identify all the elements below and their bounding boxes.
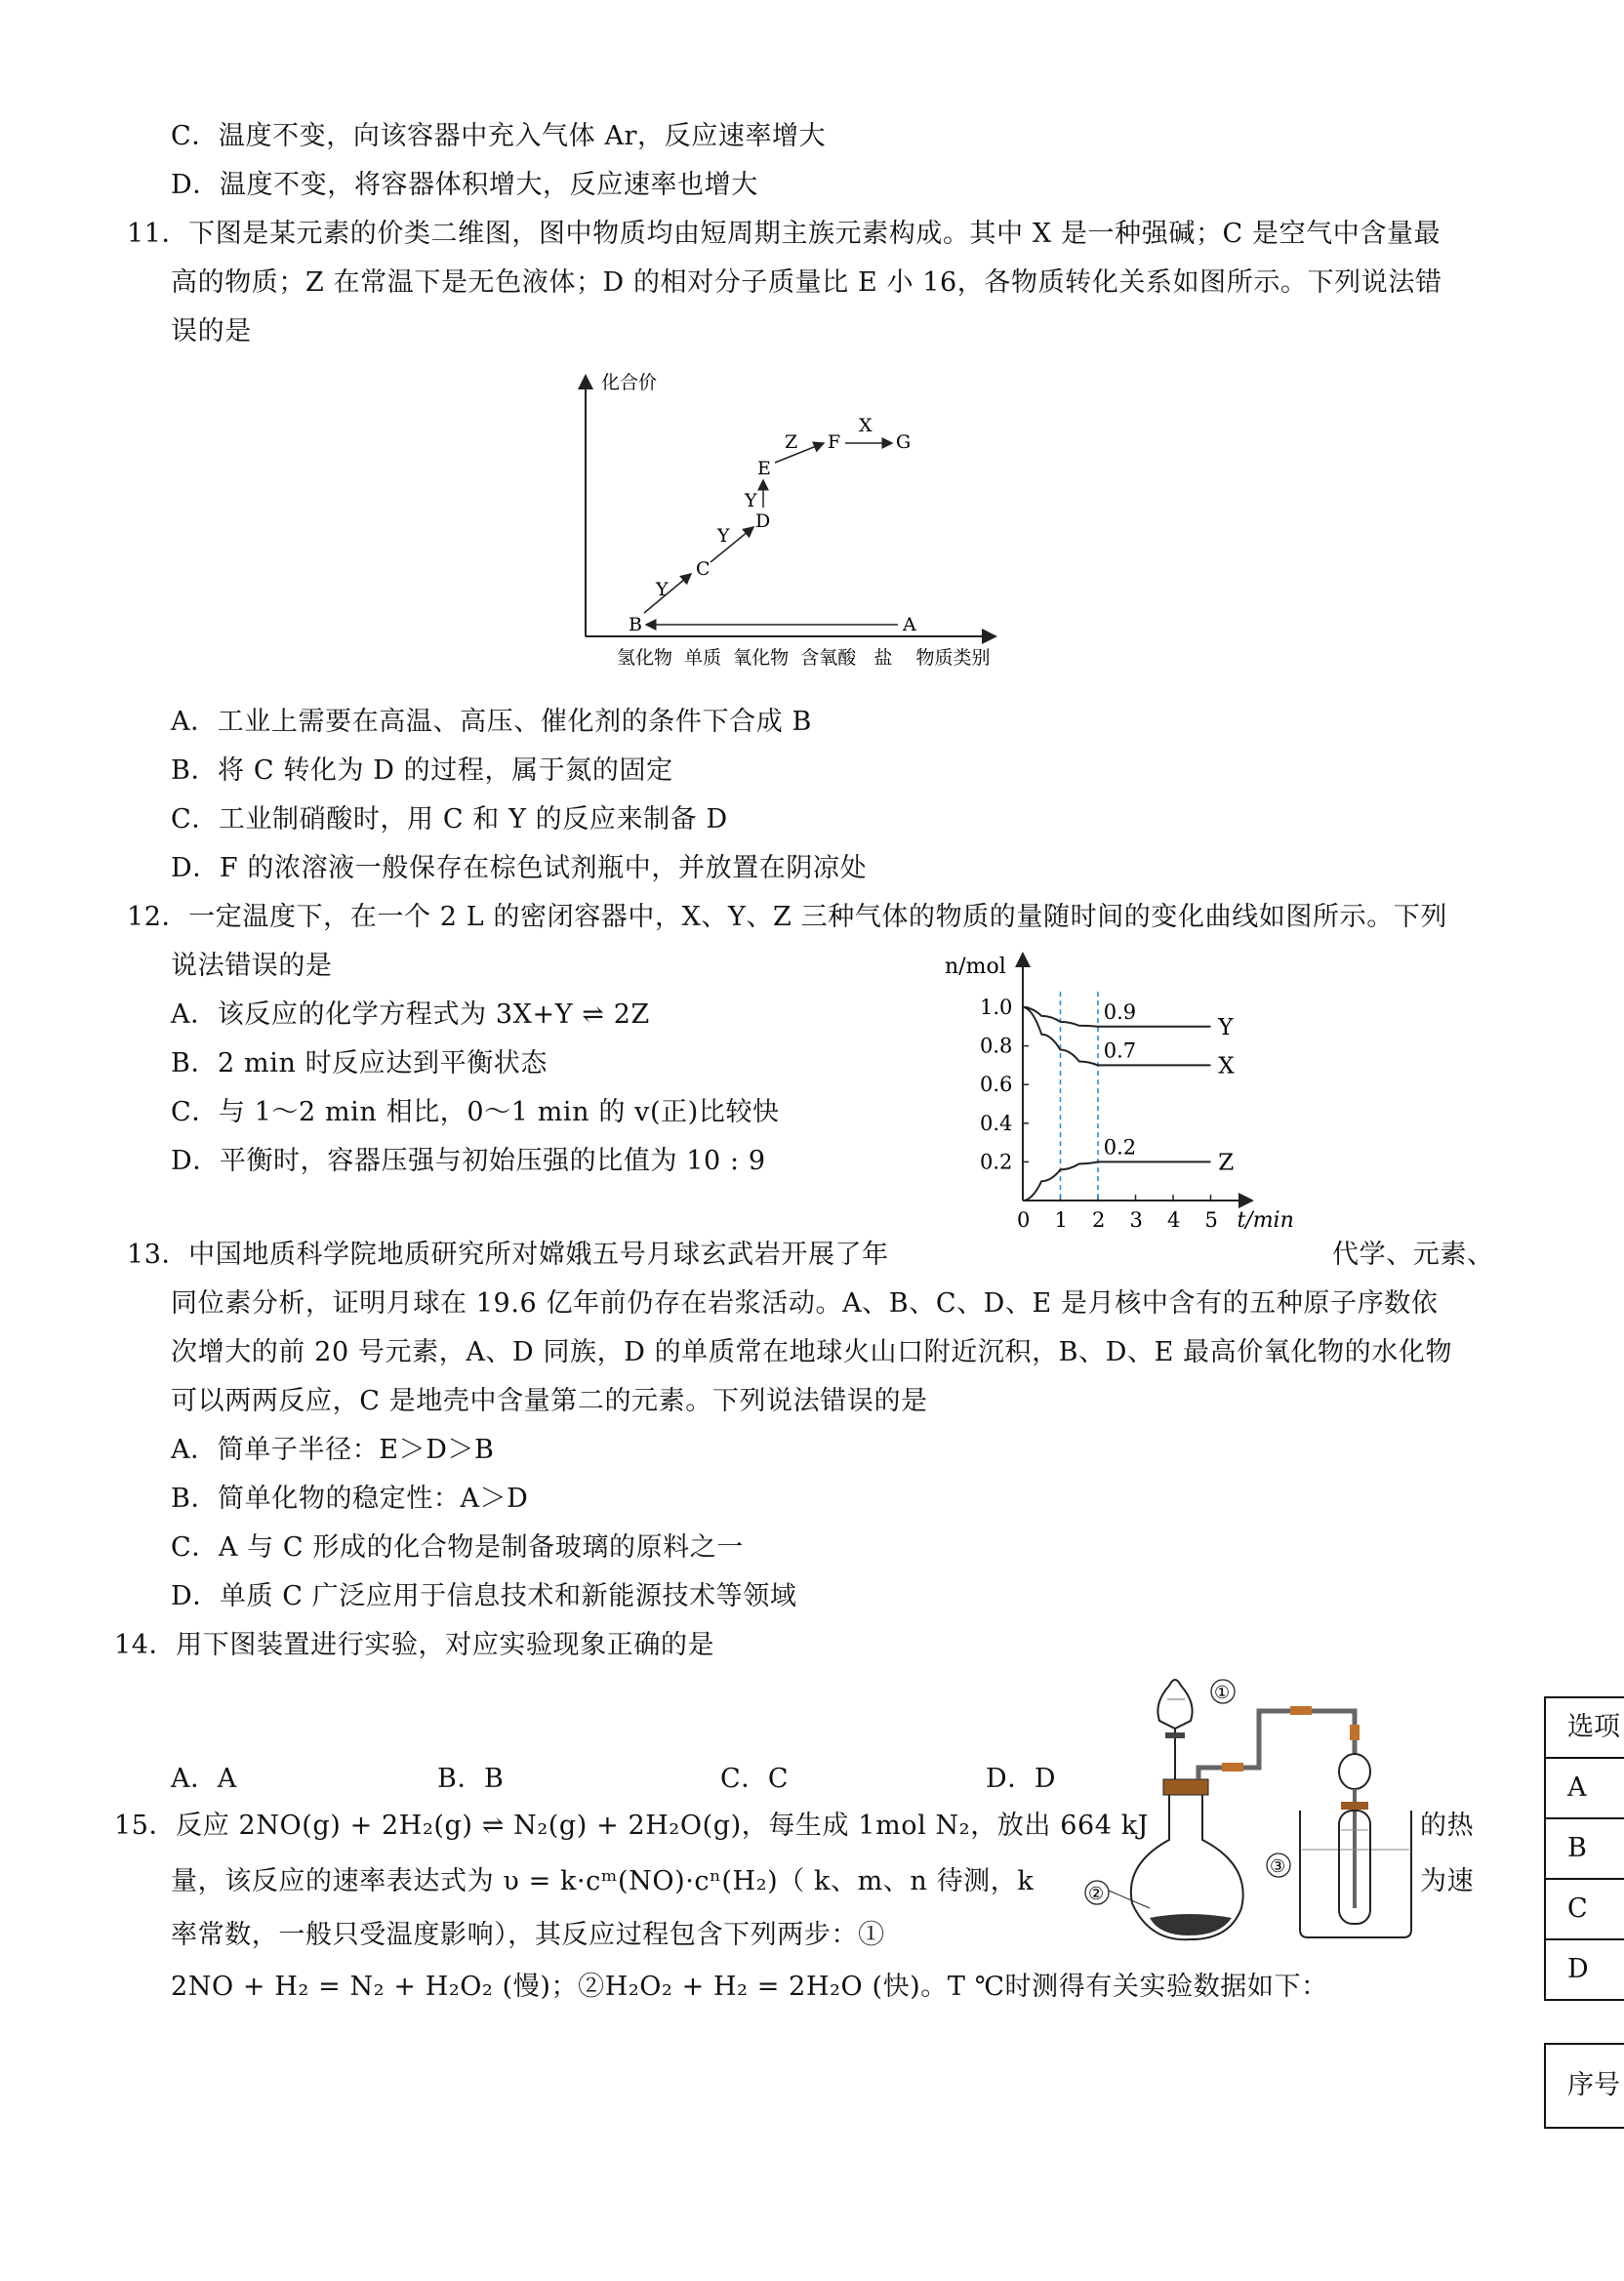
amount-time-chart: [937, 942, 1327, 1235]
flask-stopper: [1163, 1779, 1208, 1795]
node-a: A: [903, 614, 916, 635]
chart-x-tick-label: 3: [1129, 1208, 1143, 1232]
chart-y-tick-label: 0.6: [980, 1073, 1013, 1097]
experiment-apparatus: [1074, 1664, 1493, 1942]
label-y-1: Y: [656, 579, 669, 600]
chart-y-tick-label: 1.0: [980, 996, 1013, 1019]
valence-class-diagram: [566, 361, 1054, 673]
q11-option-b: B．将 C 转化为 D 的过程，属于氮的固定: [171, 755, 673, 786]
label-x: X: [859, 415, 873, 436]
q13-line-4: 可以两两反应，C 是地壳中含量第二的元素。下列说法错误的是: [171, 1386, 928, 1416]
q14-option-b: B．B: [437, 1764, 505, 1794]
q12-option-b: B．2 min 时反应达到平衡状态: [171, 1048, 548, 1079]
apparatus-label-2: ②: [1088, 1884, 1105, 1904]
q15-line-1a: 15．反应 2NO(g) + 2H₂(g) ⇌ N₂(g) + 2H₂O(g)，每生成 1mol N₂，放出 664 kJ: [114, 1811, 1150, 1841]
chart-x-tick-label: 0: [1017, 1208, 1031, 1232]
q13-option-b: B．简单化物的稳定性：A＞D: [171, 1484, 529, 1514]
chart-value-label-x: 0.7: [1103, 1039, 1137, 1063]
sequence-table: [1544, 2043, 1624, 2129]
chart-y-tick-label: 0.8: [980, 1034, 1013, 1058]
q11-stem-line-1: 11．下图是某元素的价类二维图，图中物质均由短周期主族元素构成。其中 X 是一种强碱；C 是空气中含量最: [127, 219, 1441, 249]
q15-line-2b: 为速: [1420, 1866, 1475, 1896]
chart-value-label-z: 0.2: [1103, 1135, 1137, 1160]
node-c: C: [696, 558, 710, 580]
q12-stem-line-1: 12．一定温度下，在一个 2 L 的密闭容器中，X、Y、Z 三种气体的物质的量随时间的变化曲线如图所示。下列: [127, 902, 1447, 932]
options-table-header: 选项: [1546, 1698, 1624, 1759]
chart-series-z: [1023, 1161, 1211, 1201]
node-b: B: [629, 614, 642, 635]
options-table-row-c: C: [1546, 1880, 1624, 1940]
chart-series-name-z: Z: [1218, 1150, 1235, 1176]
q12-option-d: D．平衡时，容器压强与初始压强的比值为 10 : 9: [171, 1146, 766, 1176]
label-y-2: Y: [717, 525, 730, 547]
q11-option-a: A．工业上需要在高温、高压、催化剂的条件下合成 B: [171, 707, 812, 737]
node-e: E: [757, 458, 771, 479]
q15-line-1b: 的热: [1420, 1811, 1475, 1841]
node-d: D: [755, 510, 771, 532]
q13-line-1a: 13．中国地质科学院地质研究所对嫦娥五号月球玄武岩开展了年: [127, 1240, 889, 1270]
chart-x-tick-label: 5: [1204, 1208, 1218, 1232]
q11-option-d: D．F 的浓溶液一般保存在棕色试剂瓶中，并放置在阴凉处: [171, 853, 868, 883]
q13-line-2: 同位素分析，证明月球在 19.6 亿年前仍存在岩浆活动。A、B、C、D、E 是月核中含有的五种原子序数依: [171, 1288, 1439, 1319]
q13-line-1b: 代学、元素、: [1332, 1240, 1494, 1270]
diagram-x-label: 氢化物 单质 氧化物 含氧酸 盐 物质类别: [617, 647, 991, 669]
q14-option-d: D．D: [986, 1764, 1057, 1794]
q15-line-3: 率常数，一般只受温度影响），其反应过程包含下列两步：①: [171, 1920, 885, 1950]
chart-x-tick-label: 1: [1054, 1208, 1068, 1232]
q12-option-c: C．与 1～2 min 相比，0～1 min 的 v(正)比较快: [171, 1097, 780, 1127]
apparatus-label-3: ③: [1270, 1856, 1286, 1877]
chart-series-name-y: Y: [1218, 1014, 1234, 1040]
options-table: [1544, 1696, 1624, 2001]
q14-option-a: A．A: [171, 1764, 237, 1794]
chart-value-label-y: 0.9: [1103, 999, 1137, 1024]
q12-option-a: A．该反应的化学方程式为 3X+Y ⇌ 2Z: [171, 999, 650, 1030]
drying-bulb: [1339, 1754, 1370, 1789]
q13-line-3: 次增大的前 20 号元素，A、D 同族，D 的单质常在地球火山口附近沉积，B、D、E 最高价氧化物的水化物: [171, 1337, 1453, 1367]
chart-y-tick-label: 0.4: [980, 1111, 1013, 1135]
chart-x-tick-label: 2: [1092, 1208, 1106, 1232]
flask-solid: [1150, 1914, 1232, 1935]
chart-y-tick-label: 0.2: [980, 1150, 1013, 1174]
q12-stem-line-2: 说法错误的是: [171, 951, 333, 981]
q11-stem-line-2: 高的物质；Z 在常温下是无色液体；D 的相对分子质量比 E 小 16，各物质转化关系如图所示。下列说法错: [171, 267, 1442, 298]
q13-option-c: C．A 与 C 形成的化合物是制备玻璃的原料之一: [171, 1532, 744, 1563]
label-z: Z: [785, 431, 798, 453]
label-y-3: Y: [745, 490, 757, 511]
q15-line-2a: 量，该反应的速率表达式为 υ = k·cᵐ(NO)·cⁿ(H₂)（ k、m、n 待测，k: [171, 1866, 1035, 1896]
q11-stem-line-3: 误的是: [171, 316, 252, 346]
chart-x-label: t/min: [1237, 1208, 1294, 1233]
q10-option-c: C．温度不变，向该容器中充入气体 Ar，反应速率增大: [171, 121, 827, 151]
options-table-row-d: D: [1546, 1940, 1624, 2001]
node-f: F: [828, 431, 841, 453]
apparatus-label-1: ①: [1214, 1683, 1231, 1703]
diagram-y-label: 化合价: [601, 372, 658, 393]
q10-option-d: D．温度不变，将容器体积增大，反应速率也增大: [171, 170, 758, 200]
q11-option-c: C．工业制硝酸时，用 C 和 Y 的反应来制备 D: [171, 804, 728, 835]
node-g: G: [896, 431, 912, 453]
q15-line-4: 2NO + H₂ = N₂ + H₂O₂ (慢)；②H₂O₂ + H₂ = 2H₂O (快)。T ℃时测得有关实验数据如下：: [171, 1972, 1328, 2002]
chart-y-label: n/mol: [945, 955, 1006, 979]
q14-stem: 14．用下图装置进行实验，对应实验现象正确的是: [114, 1630, 715, 1660]
q14-option-c: C．C: [720, 1764, 790, 1794]
chart-x-tick-label: 4: [1167, 1208, 1181, 1232]
q13-option-a: A．简单子半径：E＞D＞B: [171, 1435, 495, 1465]
sequence-table-header: 序号: [1546, 2045, 1624, 2129]
options-table-row-a: A: [1546, 1759, 1624, 1819]
arrow-e-to-f: [775, 443, 824, 463]
separatory-funnel: [1157, 1680, 1192, 1729]
q13-option-d: D．单质 C 广泛应用于信息技术和新能源技术等领域: [171, 1581, 797, 1611]
options-table-row-b: B: [1546, 1819, 1624, 1880]
chart-series-name-x: X: [1218, 1053, 1235, 1079]
